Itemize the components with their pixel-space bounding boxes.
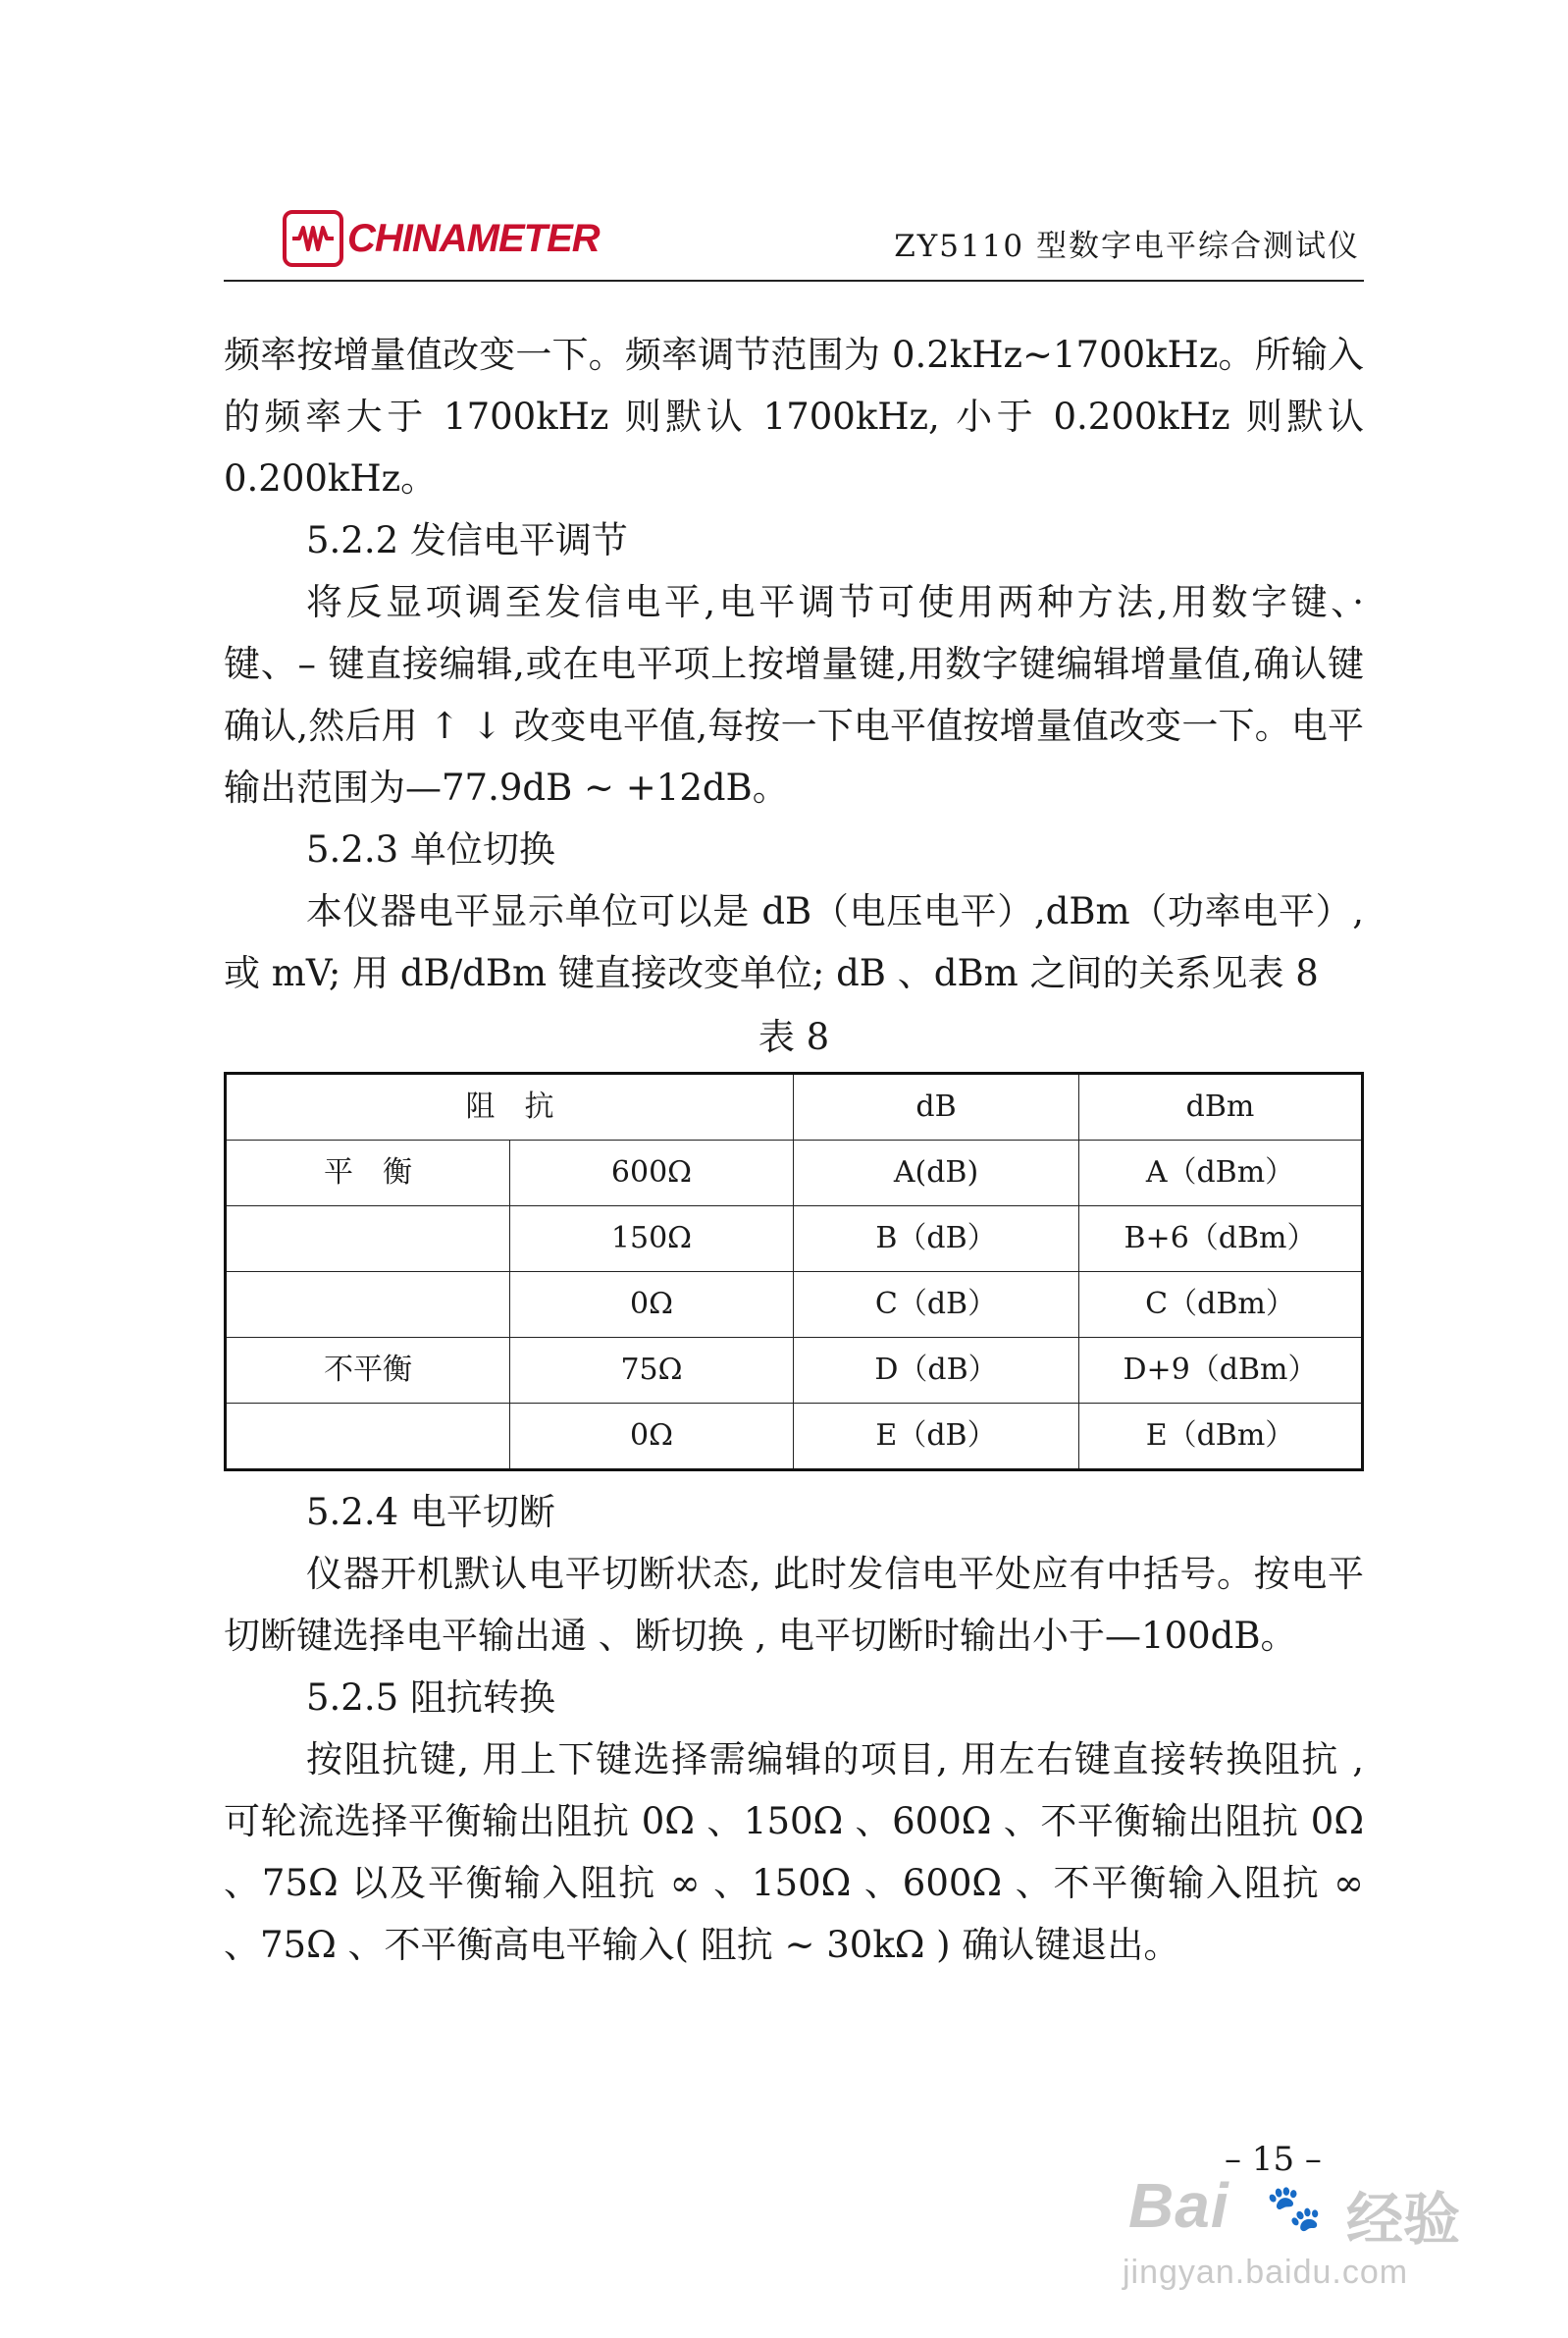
table-row: [226, 1404, 1363, 1470]
cell-dbm: C（dBm）: [1079, 1272, 1363, 1338]
cell-db: B（dB）: [794, 1206, 1079, 1272]
paragraph-5-2-2: 将反显项调至发信电平,电平调节可使用两种方法,用数字键、· 键、– 键直接编辑,或在电平项上按增量键,用数字键编辑增量值,确认键确认,然后用 ↑ ↓ 改变电平值,每按一下电平值按增量值改变一下。电平输出范围为—77.9dB ~ +12dB。: [224, 581, 1364, 809]
cell-group: [226, 1206, 510, 1272]
cell-dbm: D+9（dBm）: [1079, 1338, 1363, 1404]
cell-dbm: B+6（dBm）: [1079, 1206, 1363, 1272]
cell-db: A(dB): [794, 1141, 1079, 1206]
table-row: [226, 1338, 1363, 1404]
section-heading-5-2-5: 5.2.5 阻抗转换: [306, 1676, 555, 1719]
cell-impedance: 0Ω: [510, 1272, 794, 1338]
chinameter-logo: [283, 209, 600, 268]
paragraph-5-2-4: 仪器开机默认电平切断状态, 此时发信电平处应有中括号。按电平切断键选择电平输出通 、断切换 , 电平切断时输出小于—100dB。: [224, 1553, 1364, 1657]
baidu-jingyan-watermark: [1119, 2159, 1491, 2307]
cell-db: D（dB）: [794, 1338, 1079, 1404]
cell-dbm: A（dBm）: [1079, 1141, 1363, 1206]
table-row: [226, 1206, 1363, 1272]
page-number: – 15 –: [1225, 2140, 1322, 2179]
header-dbm: dBm: [1079, 1074, 1363, 1141]
paragraph-5-2-3: 本仪器电平显示单位可以是 dB（电压电平）,dBm（功率电平）, 或 mV; 用 dB/dBm 键直接改变单位; dB 、dBm 之间的关系见表 8: [224, 890, 1364, 994]
table-header-row: [226, 1074, 1363, 1141]
watermark-brand: Bai: [1128, 2170, 1229, 2241]
table-caption: 表 8: [758, 1016, 830, 1058]
cell-impedance: 75Ω: [510, 1338, 794, 1404]
cell-impedance: 600Ω: [510, 1141, 794, 1206]
header-impedance: 阻 抗: [226, 1074, 794, 1141]
section-heading-5-2-3: 5.2.3 单位切换: [306, 828, 555, 871]
cell-group: 不平衡: [226, 1338, 510, 1404]
cell-db: C（dB）: [794, 1272, 1079, 1338]
paw-icon: 🐾: [1266, 2182, 1323, 2233]
waveform-logo-icon: [283, 210, 343, 267]
page-content: [224, 324, 1364, 1976]
page-header: [224, 201, 1364, 282]
cell-group: [226, 1272, 510, 1338]
cell-impedance: 0Ω: [510, 1404, 794, 1470]
cell-dbm: E（dBm）: [1079, 1404, 1363, 1470]
cell-group: [226, 1404, 510, 1470]
table-row: [226, 1272, 1363, 1338]
document-title: ZY5110 型数字电平综合测试仪: [894, 229, 1360, 264]
header-db: dB: [794, 1074, 1079, 1141]
cell-group: 平 衡: [226, 1141, 510, 1206]
paragraph-5-2-5: 按阻抗键, 用上下键选择需编辑的项目, 用左右键直接转换阻抗 , 可轮流选择平衡输出阻抗 0Ω 、150Ω 、600Ω 、不平衡输出阻抗 0Ω 、75Ω 以及平衡输入阻抗 ∞ 、150Ω 、600Ω 、不平衡输入阻抗 ∞ 、75Ω 、不平衡高电平输入( 阻抗 ~ 30kΩ ) 确认键退出。: [224, 1738, 1364, 1966]
cell-db: E（dB）: [794, 1404, 1079, 1470]
paragraph-frequency: 频率按增量值改变一下。频率调节范围为 0.2kHz~1700kHz。所输入的频率大于 1700kHz 则默认 1700kHz, 小于 0.200kHz 则默认 0.200kHz。: [224, 334, 1364, 500]
table-row: [226, 1141, 1363, 1206]
section-heading-5-2-4: 5.2.4 电平切断: [306, 1491, 555, 1533]
section-heading-5-2-2: 5.2.2 发信电平调节: [306, 519, 628, 561]
watermark-jingyan: 经验: [1346, 2188, 1461, 2252]
watermark-url: jingyan.baidu.com: [1123, 2254, 1409, 2291]
brand-name: CHINAMETER: [347, 216, 600, 260]
table-8: [224, 1072, 1364, 1471]
cell-impedance: 150Ω: [510, 1206, 794, 1272]
